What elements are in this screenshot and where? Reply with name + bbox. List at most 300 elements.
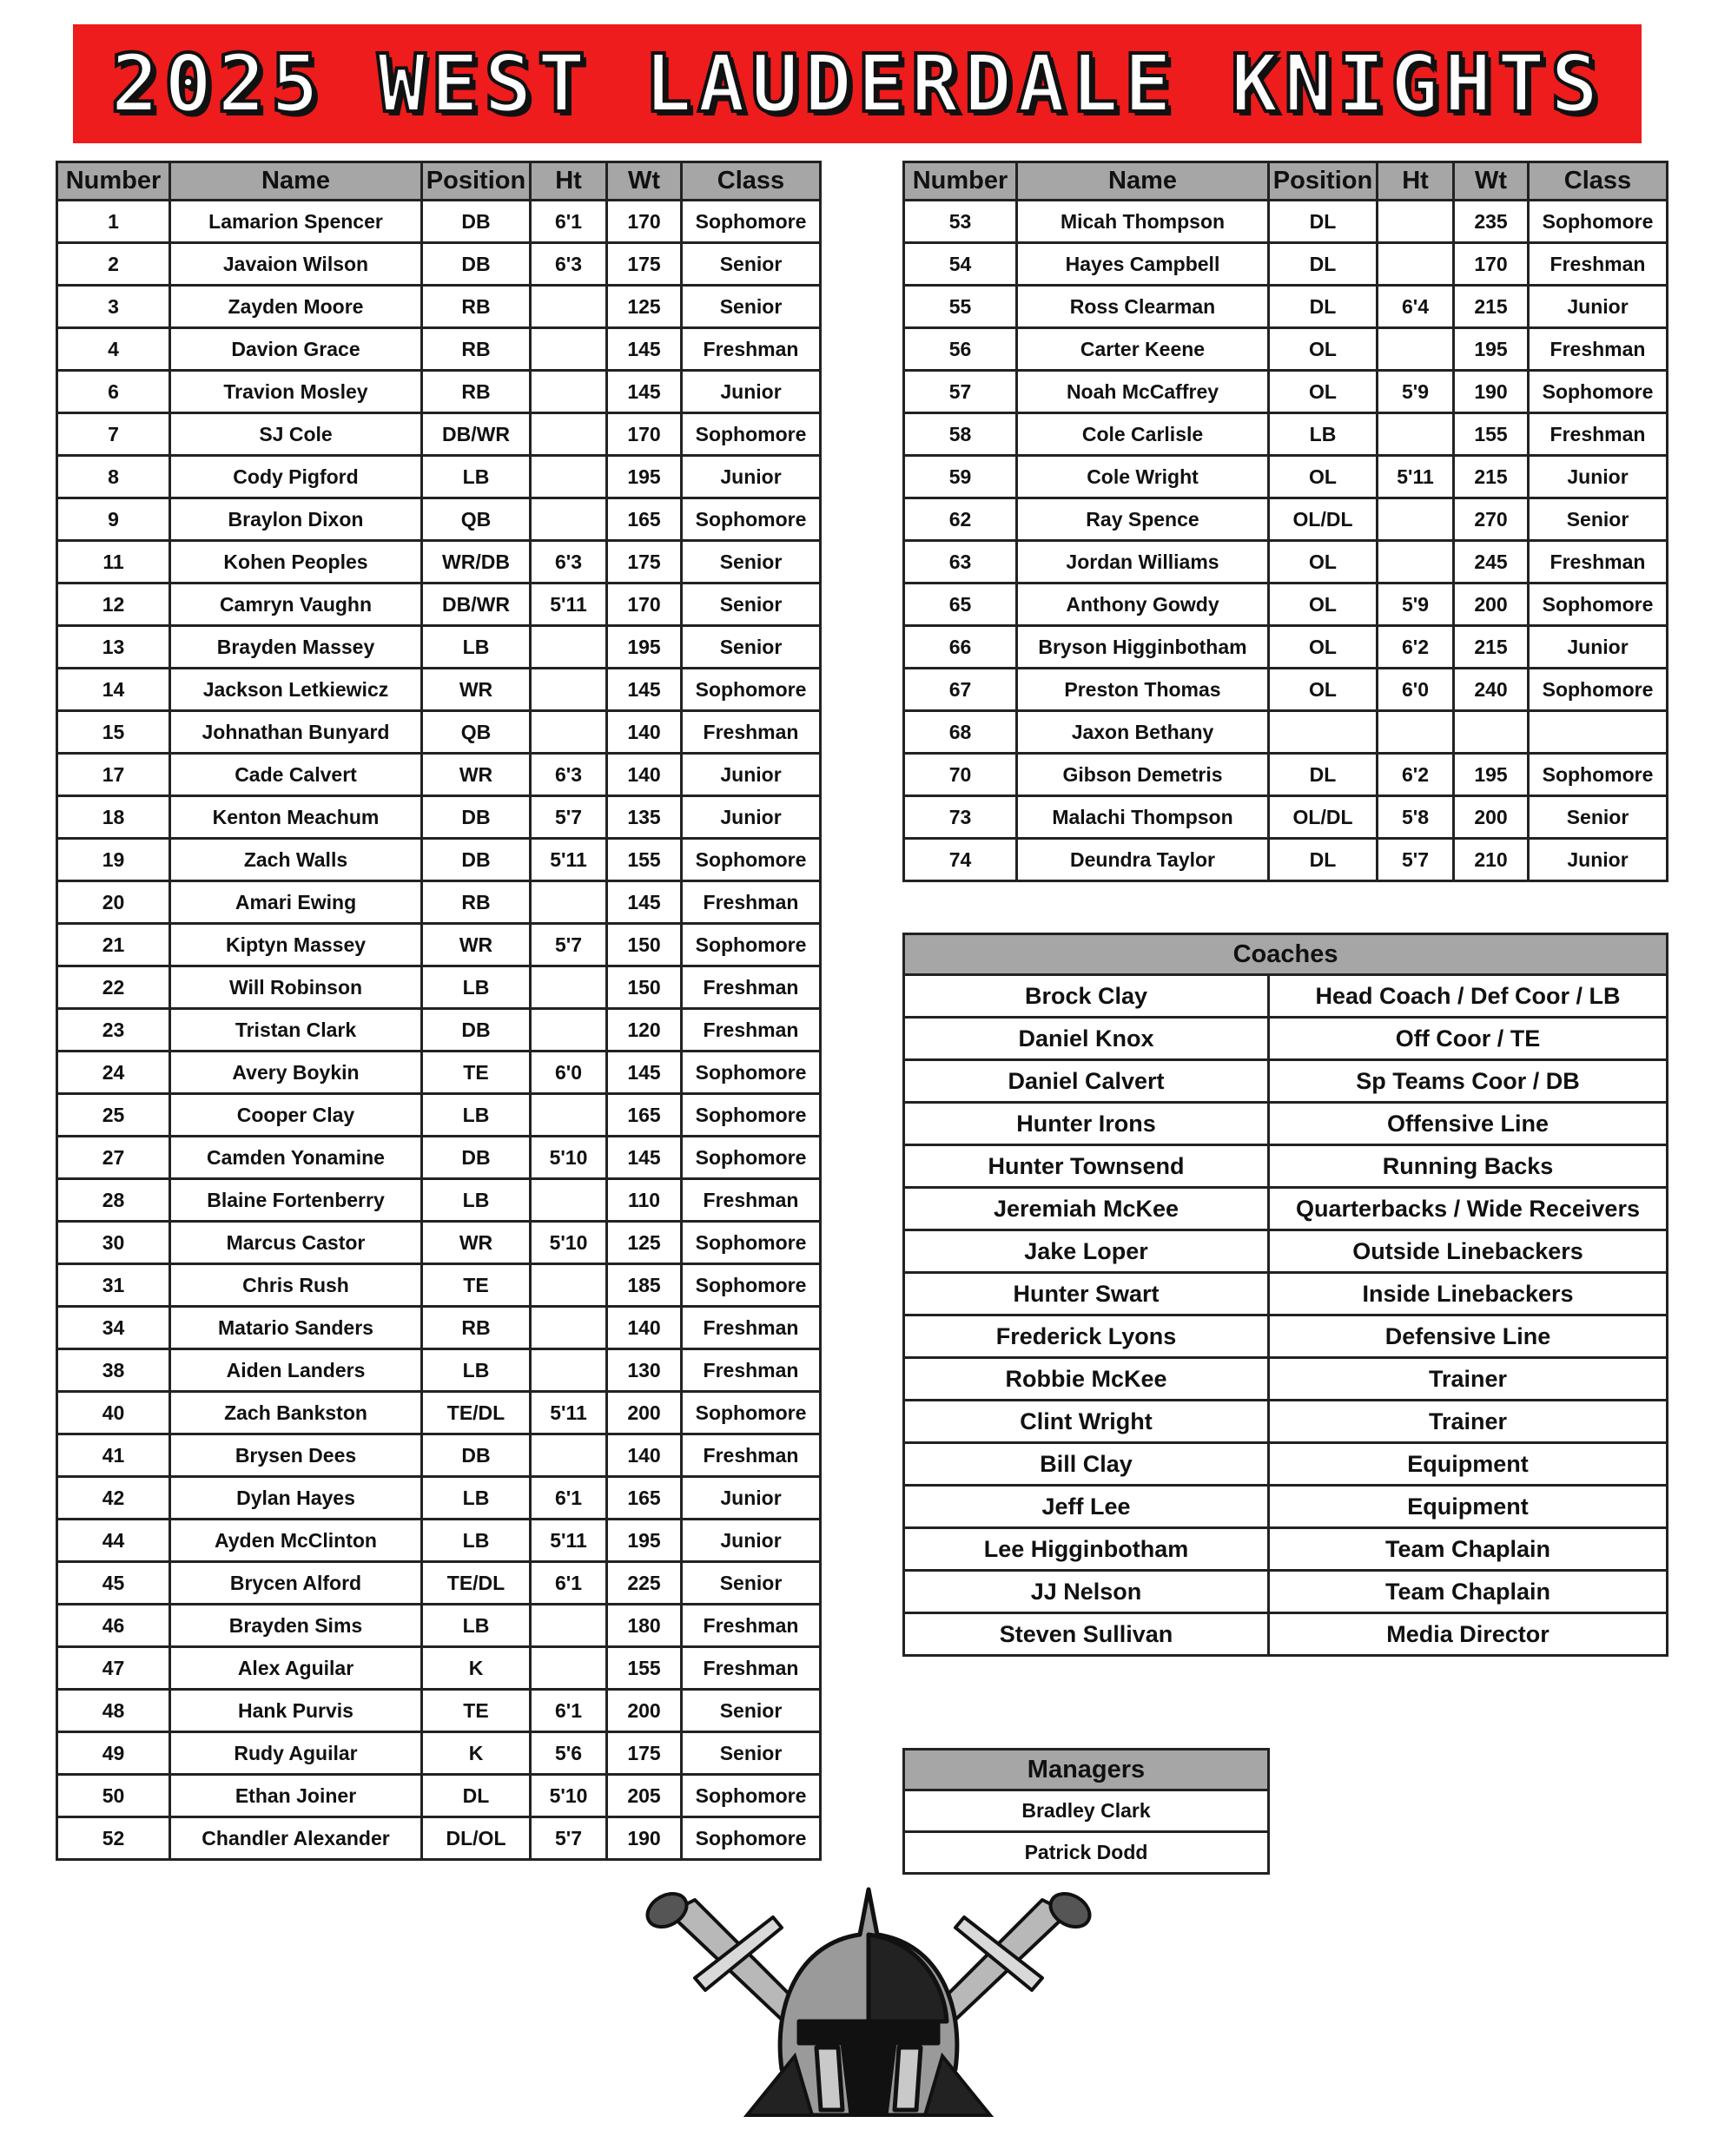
table-row [904,796,1668,839]
header-weight: Wt [607,162,682,201]
cell-position: RB [422,371,531,413]
cell-position: QB [422,711,531,754]
cell-position: K [422,1647,531,1690]
cell-height [1378,541,1454,584]
cell-height [531,711,607,754]
coach-role: Equipment [1269,1443,1668,1486]
coach-row [904,1018,1668,1060]
cell-name: Kenton Meachum [170,796,422,839]
cell-weight: 180 [607,1605,682,1647]
cell-name: Travion Mosley [170,371,422,413]
cell-height: 6'1 [531,1690,607,1732]
cell-weight: 175 [607,243,682,286]
cell-name: Rudy Aguilar [170,1732,422,1775]
table-row [57,1434,821,1477]
cell-weight: 245 [1454,541,1529,584]
cell-weight: 195 [1454,754,1529,796]
cell-name: Camden Yonamine [170,1137,422,1179]
roster-table-left [56,161,822,1861]
cell-height: 5'9 [1378,371,1454,413]
title-banner [73,24,1642,143]
cell-position: DB [422,201,531,243]
cell-weight: 110 [607,1179,682,1222]
cell-name: Ray Spence [1017,498,1269,541]
coaches-table [902,933,1668,1657]
cell-number: 42 [57,1477,170,1520]
coach-role: Trainer [1269,1358,1668,1401]
coach-role: Outside Linebackers [1269,1230,1668,1273]
cell-height: 6'4 [1378,286,1454,328]
cell-weight: 195 [607,626,682,669]
coach-name: Daniel Knox [904,1018,1269,1060]
cell-class: Junior [682,1520,821,1562]
cell-class: Junior [682,456,821,498]
table-row [57,839,821,881]
cell-class: Freshman [682,1009,821,1052]
cell-weight: 165 [607,498,682,541]
cell-name: Malachi Thompson [1017,796,1269,839]
coach-role: Inside Linebackers [1269,1273,1668,1315]
cell-name: Zayden Moore [170,286,422,328]
cell-name: Brayden Sims [170,1605,422,1647]
cell-class: Senior [1529,498,1668,541]
cell-height [531,1179,607,1222]
cell-class: Sophomore [1529,669,1668,711]
cell-position: DB [422,796,531,839]
manager-name: Patrick Dodd [904,1832,1269,1874]
table-row [57,1520,821,1562]
cell-name: Dylan Hayes [170,1477,422,1520]
coach-row [904,1401,1668,1443]
cell-position: DL [1269,839,1378,881]
coach-row [904,1230,1668,1273]
table-row [57,1052,821,1094]
table-row [904,541,1668,584]
table-row [57,328,821,371]
cell-class: Sophomore [682,1222,821,1264]
cell-position: TE [422,1264,531,1307]
table-row [904,413,1668,456]
cell-class: Freshman [682,1647,821,1690]
cell-class: Freshman [682,966,821,1009]
cell-height [1378,243,1454,286]
cell-number: 25 [57,1094,170,1137]
cell-height: 6'2 [1378,754,1454,796]
cell-position: LB [422,456,531,498]
table-row [904,328,1668,371]
cell-class: Freshman [1529,328,1668,371]
cell-number: 68 [904,711,1017,754]
cell-weight: 170 [607,584,682,626]
table-row [57,1477,821,1520]
cell-weight: 165 [607,1094,682,1137]
cell-name: Amari Ewing [170,881,422,924]
cell-position: LB [422,1179,531,1222]
coach-role: Off Coor / TE [1269,1018,1668,1060]
cell-weight: 140 [607,711,682,754]
coach-name: Jeff Lee [904,1486,1269,1528]
cell-weight: 150 [607,966,682,1009]
cell-position: DB/WR [422,584,531,626]
table-row [904,456,1668,498]
cell-weight: 170 [607,413,682,456]
cell-number: 48 [57,1690,170,1732]
table-row [57,1690,821,1732]
managers-table [902,1748,1270,1875]
cell-weight: 145 [607,1137,682,1179]
coach-name: Daniel Calvert [904,1060,1269,1103]
cell-number: 44 [57,1520,170,1562]
cell-class: Freshman [1529,243,1668,286]
cell-class: Freshman [682,1179,821,1222]
cell-class: Senior [682,1690,821,1732]
cell-class: Senior [682,1562,821,1605]
cell-weight: 195 [1454,328,1529,371]
cell-name: Jordan Williams [1017,541,1269,584]
cell-weight: 140 [607,1434,682,1477]
cell-height: 5'7 [531,1817,607,1860]
coach-role: Defensive Line [1269,1315,1668,1358]
cell-class: Sophomore [682,413,821,456]
cell-position: DL [1269,286,1378,328]
table-row [57,1222,821,1264]
coach-name: Brock Clay [904,975,1269,1018]
table-row [57,1137,821,1179]
cell-weight: 200 [1454,584,1529,626]
cell-weight: 210 [1454,839,1529,881]
cell-weight: 205 [607,1775,682,1817]
cell-number: 15 [57,711,170,754]
manager-row [904,1790,1269,1832]
cell-class: Freshman [682,1307,821,1349]
cell-position: WR [422,1222,531,1264]
cell-weight: 165 [607,1477,682,1520]
cell-class: Freshman [1529,413,1668,456]
cell-position: DB [422,839,531,881]
cell-number: 18 [57,796,170,839]
coaches-title: Coaches [904,934,1668,975]
table-row [904,626,1668,669]
cell-weight: 270 [1454,498,1529,541]
cell-number: 74 [904,839,1017,881]
cell-number: 7 [57,413,170,456]
cell-height [531,413,607,456]
cell-weight: 215 [1454,626,1529,669]
cell-number: 17 [57,754,170,796]
cell-position: OL [1269,626,1378,669]
cell-class: Sophomore [1529,754,1668,796]
table-row [57,924,821,966]
cell-name: Will Robinson [170,966,422,1009]
cell-height: 6'1 [531,1562,607,1605]
table-row [57,1307,821,1349]
cell-position: OL/DL [1269,498,1378,541]
table-row [57,498,821,541]
coach-name: Bill Clay [904,1443,1269,1486]
cell-number: 22 [57,966,170,1009]
cell-class: Senior [682,1732,821,1775]
cell-position: DB [422,1434,531,1477]
cell-position: OL [1269,371,1378,413]
cell-height: 5'10 [531,1137,607,1179]
cell-height: 6'0 [531,1052,607,1094]
coach-role: Head Coach / Def Coor / LB [1269,975,1668,1018]
knight-helmet-crossed-swords-icon [643,1882,1094,2117]
cell-position: OL [1269,669,1378,711]
cell-class: Junior [1529,456,1668,498]
cell-height: 6'3 [531,754,607,796]
cell-number: 66 [904,626,1017,669]
cell-position: DL/OL [422,1817,531,1860]
header-name: Name [170,162,422,201]
manager-name: Bradley Clark [904,1790,1269,1832]
cell-weight: 125 [607,286,682,328]
cell-height: 5'8 [1378,796,1454,839]
coach-row [904,1528,1668,1571]
cell-number: 49 [57,1732,170,1775]
cell-class: Sophomore [682,1817,821,1860]
cell-name: Davion Grace [170,328,422,371]
cell-class: Freshman [682,1349,821,1392]
table-row [57,1009,821,1052]
cell-number: 62 [904,498,1017,541]
cell-height [531,626,607,669]
cell-weight: 150 [607,924,682,966]
cell-class: Freshman [682,711,821,754]
cell-number: 57 [904,371,1017,413]
cell-name: Hank Purvis [170,1690,422,1732]
cell-name: Matario Sanders [170,1307,422,1349]
cell-number: 1 [57,201,170,243]
header-position: Position [1269,162,1378,201]
header-number: Number [57,162,170,201]
cell-class: Sophomore [682,1264,821,1307]
coach-row [904,1571,1668,1613]
cell-class: Senior [682,286,821,328]
cell-number: 14 [57,669,170,711]
cell-number: 67 [904,669,1017,711]
cell-number: 8 [57,456,170,498]
cell-name: Zach Walls [170,839,422,881]
cell-weight: 200 [607,1690,682,1732]
table-row [57,201,821,243]
cell-position: K [422,1732,531,1775]
cell-weight: 225 [607,1562,682,1605]
cell-position: TE/DL [422,1562,531,1605]
table-row [57,1817,821,1860]
cell-number: 52 [57,1817,170,1860]
cell-name: Ross Clearman [1017,286,1269,328]
cell-height [531,669,607,711]
cell-position: LB [422,626,531,669]
cell-class: Freshman [682,881,821,924]
cell-position: DL [1269,243,1378,286]
cell-number: 12 [57,584,170,626]
cell-position: RB [422,286,531,328]
cell-number: 58 [904,413,1017,456]
cell-class: Sophomore [682,924,821,966]
table-row [57,584,821,626]
cell-position: TE [422,1052,531,1094]
cell-position: DB [422,243,531,286]
cell-class: Sophomore [1529,371,1668,413]
cell-name: Avery Boykin [170,1052,422,1094]
cell-height [1378,413,1454,456]
coach-role: Equipment [1269,1486,1668,1528]
cell-number: 70 [904,754,1017,796]
cell-position: LB [422,1520,531,1562]
cell-class: Freshman [682,1605,821,1647]
cell-name: SJ Cole [170,413,422,456]
cell-class: Sophomore [682,839,821,881]
table-row [904,711,1668,754]
cell-weight: 130 [607,1349,682,1392]
cell-height [531,498,607,541]
cell-class [1529,711,1668,754]
cell-height [531,1307,607,1349]
table-row [57,966,821,1009]
cell-weight: 175 [607,1732,682,1775]
cell-number: 9 [57,498,170,541]
cell-height: 6'3 [531,243,607,286]
table-row [57,1562,821,1605]
manager-row [904,1832,1269,1874]
coach-row [904,1103,1668,1145]
table-row [57,1179,821,1222]
coach-name: Frederick Lyons [904,1315,1269,1358]
cell-position: OL [1269,456,1378,498]
cell-number: 34 [57,1307,170,1349]
cell-class: Senior [682,541,821,584]
cell-name: Brayden Massey [170,626,422,669]
cell-height [531,1264,607,1307]
cell-weight: 190 [1454,371,1529,413]
cell-weight: 200 [1454,796,1529,839]
cell-class: Sophomore [682,1775,821,1817]
cell-class: Senior [682,243,821,286]
roster-header-row [904,162,1668,201]
cell-name: Chris Rush [170,1264,422,1307]
table-row [904,498,1668,541]
cell-height: 6'1 [531,201,607,243]
coach-row [904,1315,1668,1358]
coach-row [904,1358,1668,1401]
cell-weight: 145 [607,669,682,711]
cell-weight: 145 [607,1052,682,1094]
cell-position: RB [422,1307,531,1349]
cell-weight: 215 [1454,456,1529,498]
cell-number: 11 [57,541,170,584]
header-weight: Wt [1454,162,1529,201]
cell-name: Carter Keene [1017,328,1269,371]
cell-number: 6 [57,371,170,413]
coach-row [904,1486,1668,1528]
table-row [904,286,1668,328]
cell-class: Sophomore [682,669,821,711]
cell-number: 4 [57,328,170,371]
cell-name: Cade Calvert [170,754,422,796]
cell-name: Ethan Joiner [170,1775,422,1817]
cell-number: 38 [57,1349,170,1392]
cell-name: Cole Wright [1017,456,1269,498]
cell-position: OL [1269,328,1378,371]
cell-position: WR [422,754,531,796]
cell-weight: 170 [1454,243,1529,286]
cell-weight: 145 [607,371,682,413]
cell-number: 13 [57,626,170,669]
cell-height [531,371,607,413]
cell-number: 73 [904,796,1017,839]
cell-position: DL [1269,754,1378,796]
cell-position: DB/WR [422,413,531,456]
cell-position: OL [1269,541,1378,584]
cell-height [1378,711,1454,754]
cell-height [531,1434,607,1477]
cell-number: 31 [57,1264,170,1307]
cell-height [531,1349,607,1392]
cell-position: LB [422,1094,531,1137]
coach-name: Hunter Swart [904,1273,1269,1315]
cell-name: Anthony Gowdy [1017,584,1269,626]
cell-class: Senior [1529,796,1668,839]
cell-number: 46 [57,1605,170,1647]
cell-position: RB [422,881,531,924]
table-row [57,1605,821,1647]
cell-name: Javaion Wilson [170,243,422,286]
coach-name: Robbie McKee [904,1358,1269,1401]
cell-weight: 195 [607,1520,682,1562]
cell-class: Sophomore [682,1392,821,1434]
coach-row [904,1145,1668,1188]
cell-height: 6'2 [1378,626,1454,669]
cell-height: 6'1 [531,1477,607,1520]
cell-name: Braylon Dixon [170,498,422,541]
cell-weight: 140 [607,754,682,796]
cell-class: Junior [682,1477,821,1520]
cell-height: 5'7 [531,924,607,966]
cell-class: Junior [682,371,821,413]
cell-class: Junior [1529,626,1668,669]
cell-class: Freshman [682,1434,821,1477]
cell-position: DB [422,1009,531,1052]
cell-name: Gibson Demetris [1017,754,1269,796]
cell-position: WR [422,924,531,966]
cell-class: Junior [1529,286,1668,328]
cell-class: Senior [682,584,821,626]
table-row [57,669,821,711]
cell-name: Alex Aguilar [170,1647,422,1690]
cell-number: 63 [904,541,1017,584]
cell-weight: 200 [607,1392,682,1434]
cell-number: 21 [57,924,170,966]
roster-header-row [57,162,821,201]
coach-role: Trainer [1269,1401,1668,1443]
cell-height [531,1009,607,1052]
managers-title: Managers [904,1750,1269,1790]
table-row [57,413,821,456]
header-name: Name [1017,162,1269,201]
cell-height: 5'6 [531,1732,607,1775]
cell-number: 2 [57,243,170,286]
cell-weight: 170 [607,201,682,243]
cell-name: Noah McCaffrey [1017,371,1269,413]
cell-class: Senior [682,626,821,669]
cell-height [531,881,607,924]
cell-height [531,286,607,328]
cell-height [531,328,607,371]
header-class: Class [1529,162,1668,201]
roster-table-right [902,161,1668,882]
